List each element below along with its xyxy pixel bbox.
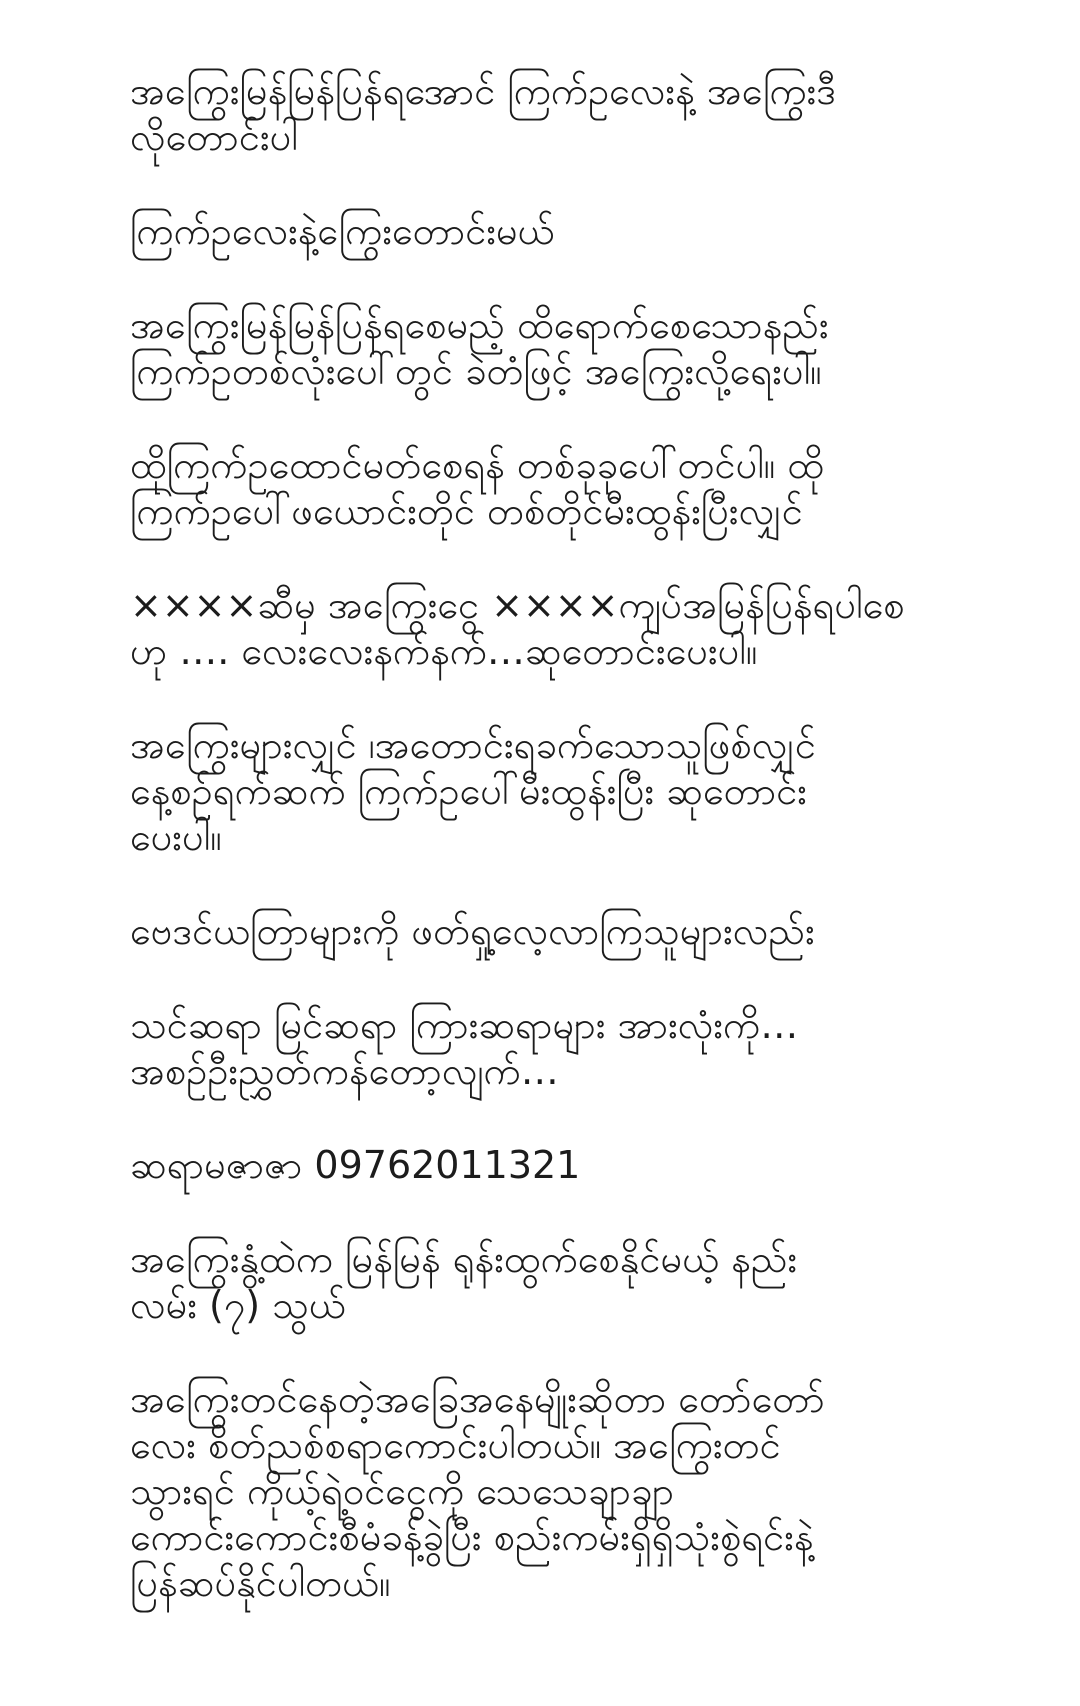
contact-line: ဆရာမဇာဇာ 09762011321 [130,1143,581,1187]
paragraph-8: သင်ဆရာ မြင်ဆရာ ကြားဆရာများ အားလုံးကို… အစဥ်ဦးညွှတ်ကန်တော့လျက်… [130,1003,799,1093]
paragraph-4: ထိုကြက်ဥထောင်မတ်စေရန် တစ်ခုခုပေါ်တင်ပါ။ ထို ကြက်ဥပေါ်ဖယောင်းတိုင် တစ်တိုင်မီးထွန်းပြီးလျှင် [130,443,825,533]
paragraph-10: အကြွေးနွံ့ထဲက မြန်မြန် ရုန်းထွက်စေနိုင်မယ့် နည်း လမ်း (၇) သွယ် [130,1237,798,1327]
paragraph-1: အကြွေးမြန်မြန်ပြန်ရအောင် ကြက်ဥလေးနဲ့ အကြွေးဒီ လိုတောင်းပါ [130,69,837,159]
paragraph-7: ဗေဒင်ယတြာများကို ဖတ်ရှု့လေ့လာကြသူများလည်း [130,909,815,953]
paragraph-5: ××××ဆီမှ အကြွေးငွေ ××××ကျပ်အမြန်ပြန်ရပါစေ ဟု …. လေးလေးနက်နက်…ဆုတောင်းပေးပါ။ [130,583,905,673]
paragraph-11: အကြွေးတင်နေတဲ့အခြေအနေမျိုးဆိုတာ တော်တော် လေး စိတ်ညစ်စရာကောင်းပါတယ်။ အကြွေးတင် သွားရင် ကိုယ့်ရဲ့ဝင်ငွေကို သေသေချာချာ ကောင်းကောင်းစီမံခန့်ခွဲပြီး စည်းကမ်းရှိရှိသုံးစွဲရင်းနဲ့ ပြန်ဆပ်နိုင်ပါတယ်။ [130,1377,825,1605]
document-body [130,68,940,1654]
paragraph-6: အကြွေးများလျှင် ၊အတောင်းရခက်သောသူဖြစ်လျှင် နေ့စဥ်ရက်ဆက် ကြက်ဥပေါ်မီးထွန်းပြီး ဆုတောင်း ပေးပါ။ [130,723,816,859]
paragraph-3: အကြွေးမြန်မြန်ပြန်ရစေမည့် ထိရောက်စေသောနည်း ကြက်ဥတစ်လုံးပေါ်တွင် ခဲတံဖြင့် အကြွေးလို့ရေးပါ။ [130,303,829,393]
paragraph-2: ကြက်ဥလေးနဲ့ကြွေးတောင်းမယ် [130,209,555,253]
